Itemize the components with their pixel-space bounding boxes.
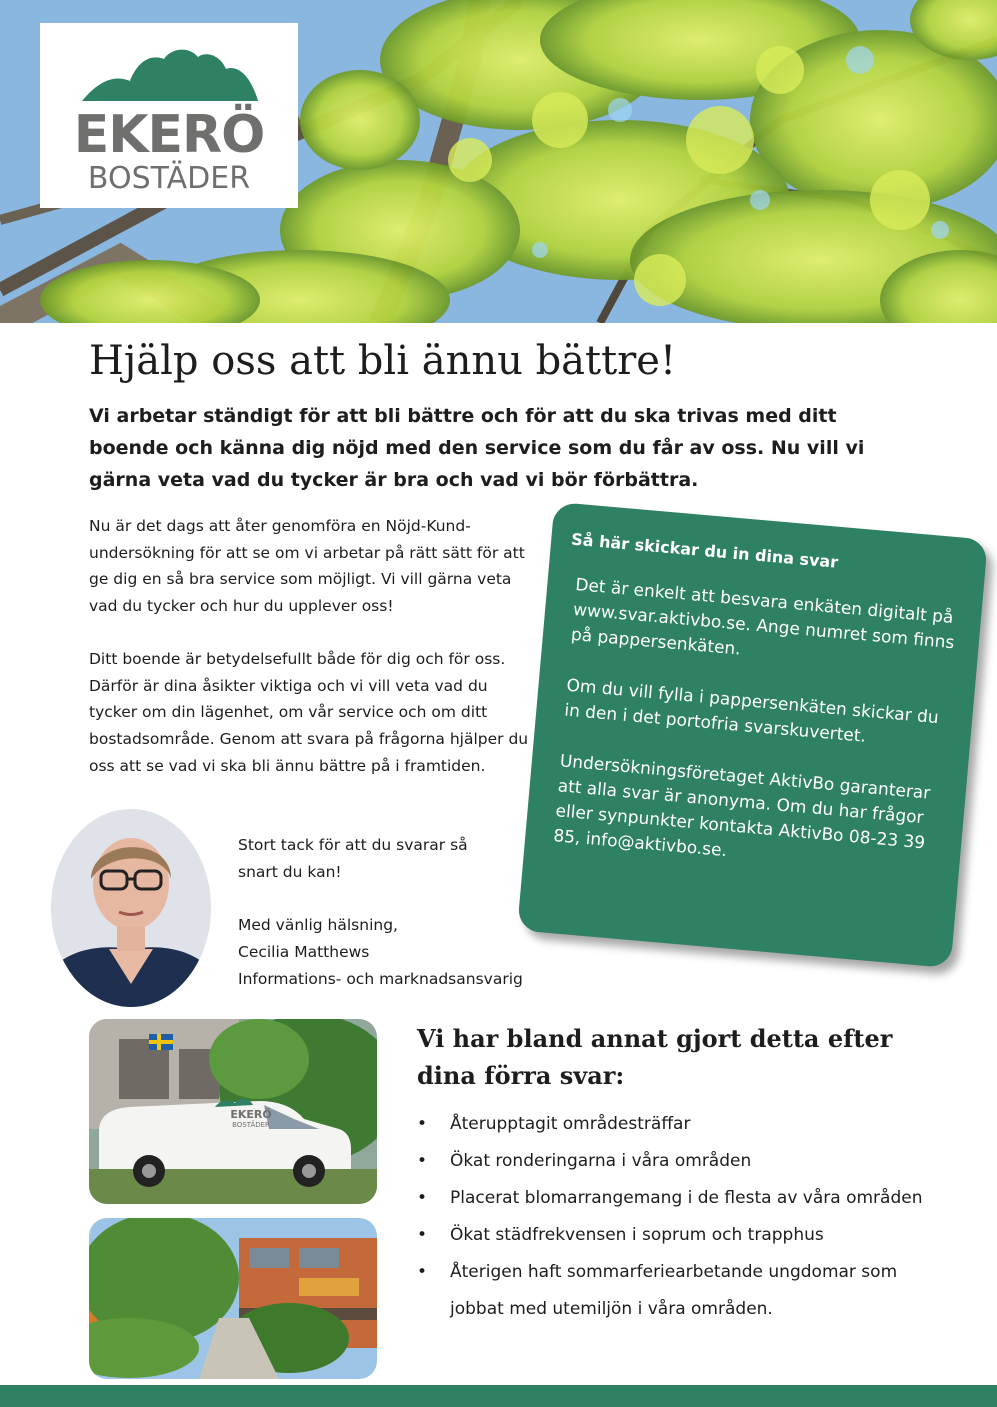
list-item <box>417 1106 937 1143</box>
lead-paragraph: Vi arbetar ständigt för att bli bättre och för att du ska trivas med ditt boende och känna dig nöjd med den service som du får av oss. Nu vill vi gärna veta vad du tycker är bra och vad vi bör förbättra. <box>89 405 865 491</box>
signature-block <box>238 912 568 993</box>
bullet-icon: • <box>417 1151 428 1171</box>
bullet-icon: • <box>417 1225 428 1245</box>
van-logo-line-1: EKERÖ <box>230 1108 272 1121</box>
bullet-icon: • <box>417 1262 428 1282</box>
thanks-line-2: snart du kan! <box>238 863 342 881</box>
van-photo <box>89 1019 377 1204</box>
info-box-heading: Så här skickar du in dina svar <box>570 529 839 572</box>
list-item-text: Placerat blomarrangemang i de flesta av våra områden <box>450 1188 923 1208</box>
info-box-paragraph-2: Om du vill fylla i pappersenkäten skickar du in den i det portofria svarskuvertet. <box>563 675 940 747</box>
list-item <box>417 1254 937 1328</box>
info-box-paragraph-3: Undersökningsföretaget AktivBo garanterar att alla svar är anonyma. Om du har frågor eller synpunkter kontakta AktivBo 08-23 39 85, info@aktivbo.se. <box>552 751 932 862</box>
list-item-text: Återigen haft sommarferiearbetande ungdomar som jobbat med utemiljön i våra områden. <box>450 1262 898 1319</box>
footer-bar <box>0 1385 997 1407</box>
logo-wave-icon <box>80 43 260 103</box>
list-item-text: Ökat städfrekvensen i soprum och trapphus <box>450 1225 824 1245</box>
info-box <box>517 502 988 968</box>
thanks-text <box>238 832 568 886</box>
page-title: Hjälp oss att bli ännu bättre! <box>89 338 677 384</box>
van-logo-line-2: BOSTÄDER <box>232 1121 270 1129</box>
info-box-paragraph-1: Det är enkelt att besvara enkäten digitalt på www.svar.aktivbo.se. Ange numret som finns på pappersenkäten. <box>570 575 956 660</box>
portrait-photo <box>51 809 211 1007</box>
bullet-icon: • <box>417 1188 428 1208</box>
bullet-icon: • <box>417 1114 428 1134</box>
header-photo <box>0 0 997 323</box>
van-logo <box>221 1109 281 1131</box>
done-list <box>417 1106 937 1328</box>
body-paragraph-2: Ditt boende är betydelsefullt både för dig och för oss. Därför är dina åsikter viktiga och vi vill veta vad du tycker om din lägenhet, om vår service och om ditt bostadsområde. Genom att svara på frågorna hjälper du oss att se vad vi ska bli ännu bättre på i framtiden. <box>89 650 529 775</box>
signer-name: Cecilia Matthews <box>238 943 370 961</box>
person-illustration <box>51 809 211 1007</box>
company-logo <box>40 23 298 208</box>
courtyard-photo <box>89 1218 377 1379</box>
body-paragraph-1: Nu är det dags att åter genomföra en Nöjd-Kund-undersökning för att se om vi arbetar på rätt sätt för att ge dig en så bra service som möjligt. Vi vill gärna veta vad du tycker och hur du upplever oss! <box>89 517 525 616</box>
done-section-title: Vi har bland annat gjort detta efter dina förra svar: <box>417 1024 893 1090</box>
list-item <box>417 1143 937 1180</box>
list-item-text: Ökat ronderingarna i våra områden <box>450 1151 752 1171</box>
list-item-text: Återupptagit områdesträffar <box>450 1114 691 1134</box>
courtyard-illustration <box>89 1218 377 1379</box>
list-item <box>417 1180 937 1217</box>
logo-line-2: BOSTÄDER <box>87 161 251 196</box>
logo-line-1: EKERÖ <box>73 105 265 165</box>
signer-role: Informations- och marknadsansvarig <box>238 970 523 988</box>
greeting: Med vänlig hälsning, <box>238 916 398 934</box>
thanks-line-1: Stort tack för att du svarar så <box>238 836 468 854</box>
list-item <box>417 1217 937 1254</box>
